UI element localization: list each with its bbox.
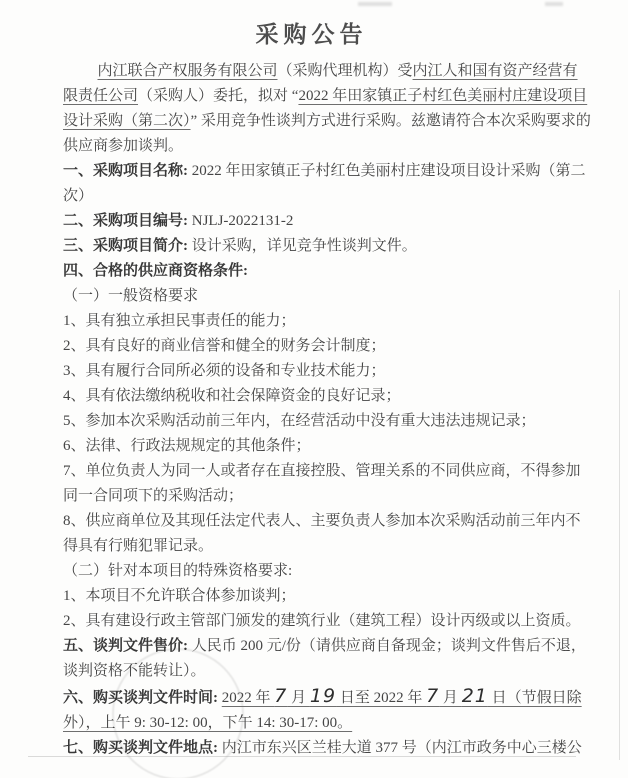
section-document-price: [63, 634, 592, 684]
time-text: 日（节假日除外），上午 9: 30-12: 00，下午 14: 30-17: 00。: [63, 690, 582, 731]
handwritten-day: 21: [461, 685, 488, 707]
section-label: 四、合格的供应商资格条件:: [63, 263, 248, 279]
general-qualifications-header: （一）一般资格要求: [63, 288, 199, 304]
special-qualification-item: 2、具有建设行政主管部门颁发的建筑行业（建筑工程）设计丙级或以上资质。: [63, 613, 581, 629]
handwritten-month: 7: [426, 685, 440, 707]
scan-smudge: [358, 2, 392, 6]
qualification-item: 5、参加本次采购活动前三年内，在经营活动中没有重大违法违规记录；: [63, 413, 536, 429]
section-purchase-time: [63, 684, 592, 736]
section-label: 一、采购项目名称:: [63, 163, 192, 179]
time-text: 2022 年: [221, 690, 275, 706]
special-qualification-item: 1、本项目不允许联合体参加谈判；: [63, 588, 296, 604]
time-text: 月: [287, 690, 310, 706]
section-project-number: [63, 209, 592, 234]
section-value: 设计采购，详见竞争性谈判文件。: [191, 238, 417, 254]
section-value: 2022 年田家镇正子村红色美丽村庄建设项目设计采购（第二次）: [63, 163, 586, 204]
document-content: [63, 20, 592, 761]
section-supplier-qualifications: [63, 259, 592, 284]
agency-name: 内江联合产权服务有限公司: [97, 63, 278, 79]
section-project-brief: [63, 234, 592, 259]
section-value: NJLJ-2022131-2: [191, 213, 294, 229]
section-label: 二、采购项目编号:: [63, 213, 192, 229]
intro-text-3: ” 采用竞争性谈判方式进行采购。兹邀请符合本次采购要求的供应商参加谈判。: [63, 113, 591, 154]
intro-paragraph: [63, 59, 592, 159]
section-label: 六、购买谈判文件时间:: [63, 690, 222, 706]
section-project-name: [63, 159, 592, 209]
section-label: 七、购买谈判文件地点:: [63, 740, 222, 756]
handwritten-day: 19: [309, 685, 337, 707]
purchaser-name: 内江人和国有资产经营有限责任公司: [63, 63, 578, 104]
qualification-item: 2、具有良好的商业信誉和健全的财务会计制度；: [63, 338, 386, 354]
section-purchase-location: [63, 736, 592, 761]
section-value: 内江市东兴区兰桂大道 377 号（内江市政务中心三楼公: [221, 740, 582, 756]
intro-text-2: （采购人）委托，拟对 “: [138, 88, 299, 104]
special-qualifications-header: （二）针对本项目的特殊资格要求:: [63, 563, 293, 579]
qualification-item: 7、单位负责人为同一人或者存在直接控股、管理关系的不同供应商，不得参加同一合同项下的采购活动；: [63, 463, 581, 504]
qualification-item: 3、具有履行合同所必须的设备和专业技术能力；: [63, 363, 386, 379]
intro-text-1: （采购代理机构）受: [277, 63, 413, 79]
scan-edge-line: [619, 290, 620, 760]
handwritten-month: 7: [274, 685, 288, 707]
qualification-item: 8、供应商单位及其现任法定代表人、主要负责人参加本次采购活动前三年内不得具有行贿犯罪记录。: [63, 513, 581, 554]
qualification-item: 6、法律、行政法规规定的其他条件；: [63, 438, 311, 454]
project-name: 2022 年田家镇正子村红色美丽村庄建设项目设计采购（第二次）: [63, 88, 588, 129]
section-label: 三、采购项目简介:: [63, 238, 192, 254]
time-text: 月: [439, 690, 462, 706]
section-label: 五、谈判文件售价:: [63, 638, 192, 654]
document-title: 采购公告: [255, 22, 368, 47]
section-value: 人民币 200 元/份（请供应商自备现金；谈判文件售后不退，谈判资格不能转让）。: [63, 638, 586, 679]
time-text: 日至 2022 年: [336, 690, 427, 706]
qualification-item: 4、具有依法缴纳税收和社会保障资金的良好记录；: [63, 388, 401, 404]
scan-smudge: [545, 2, 563, 6]
qualification-item: 1、具有独立承担民事责任的能力；: [63, 313, 296, 329]
